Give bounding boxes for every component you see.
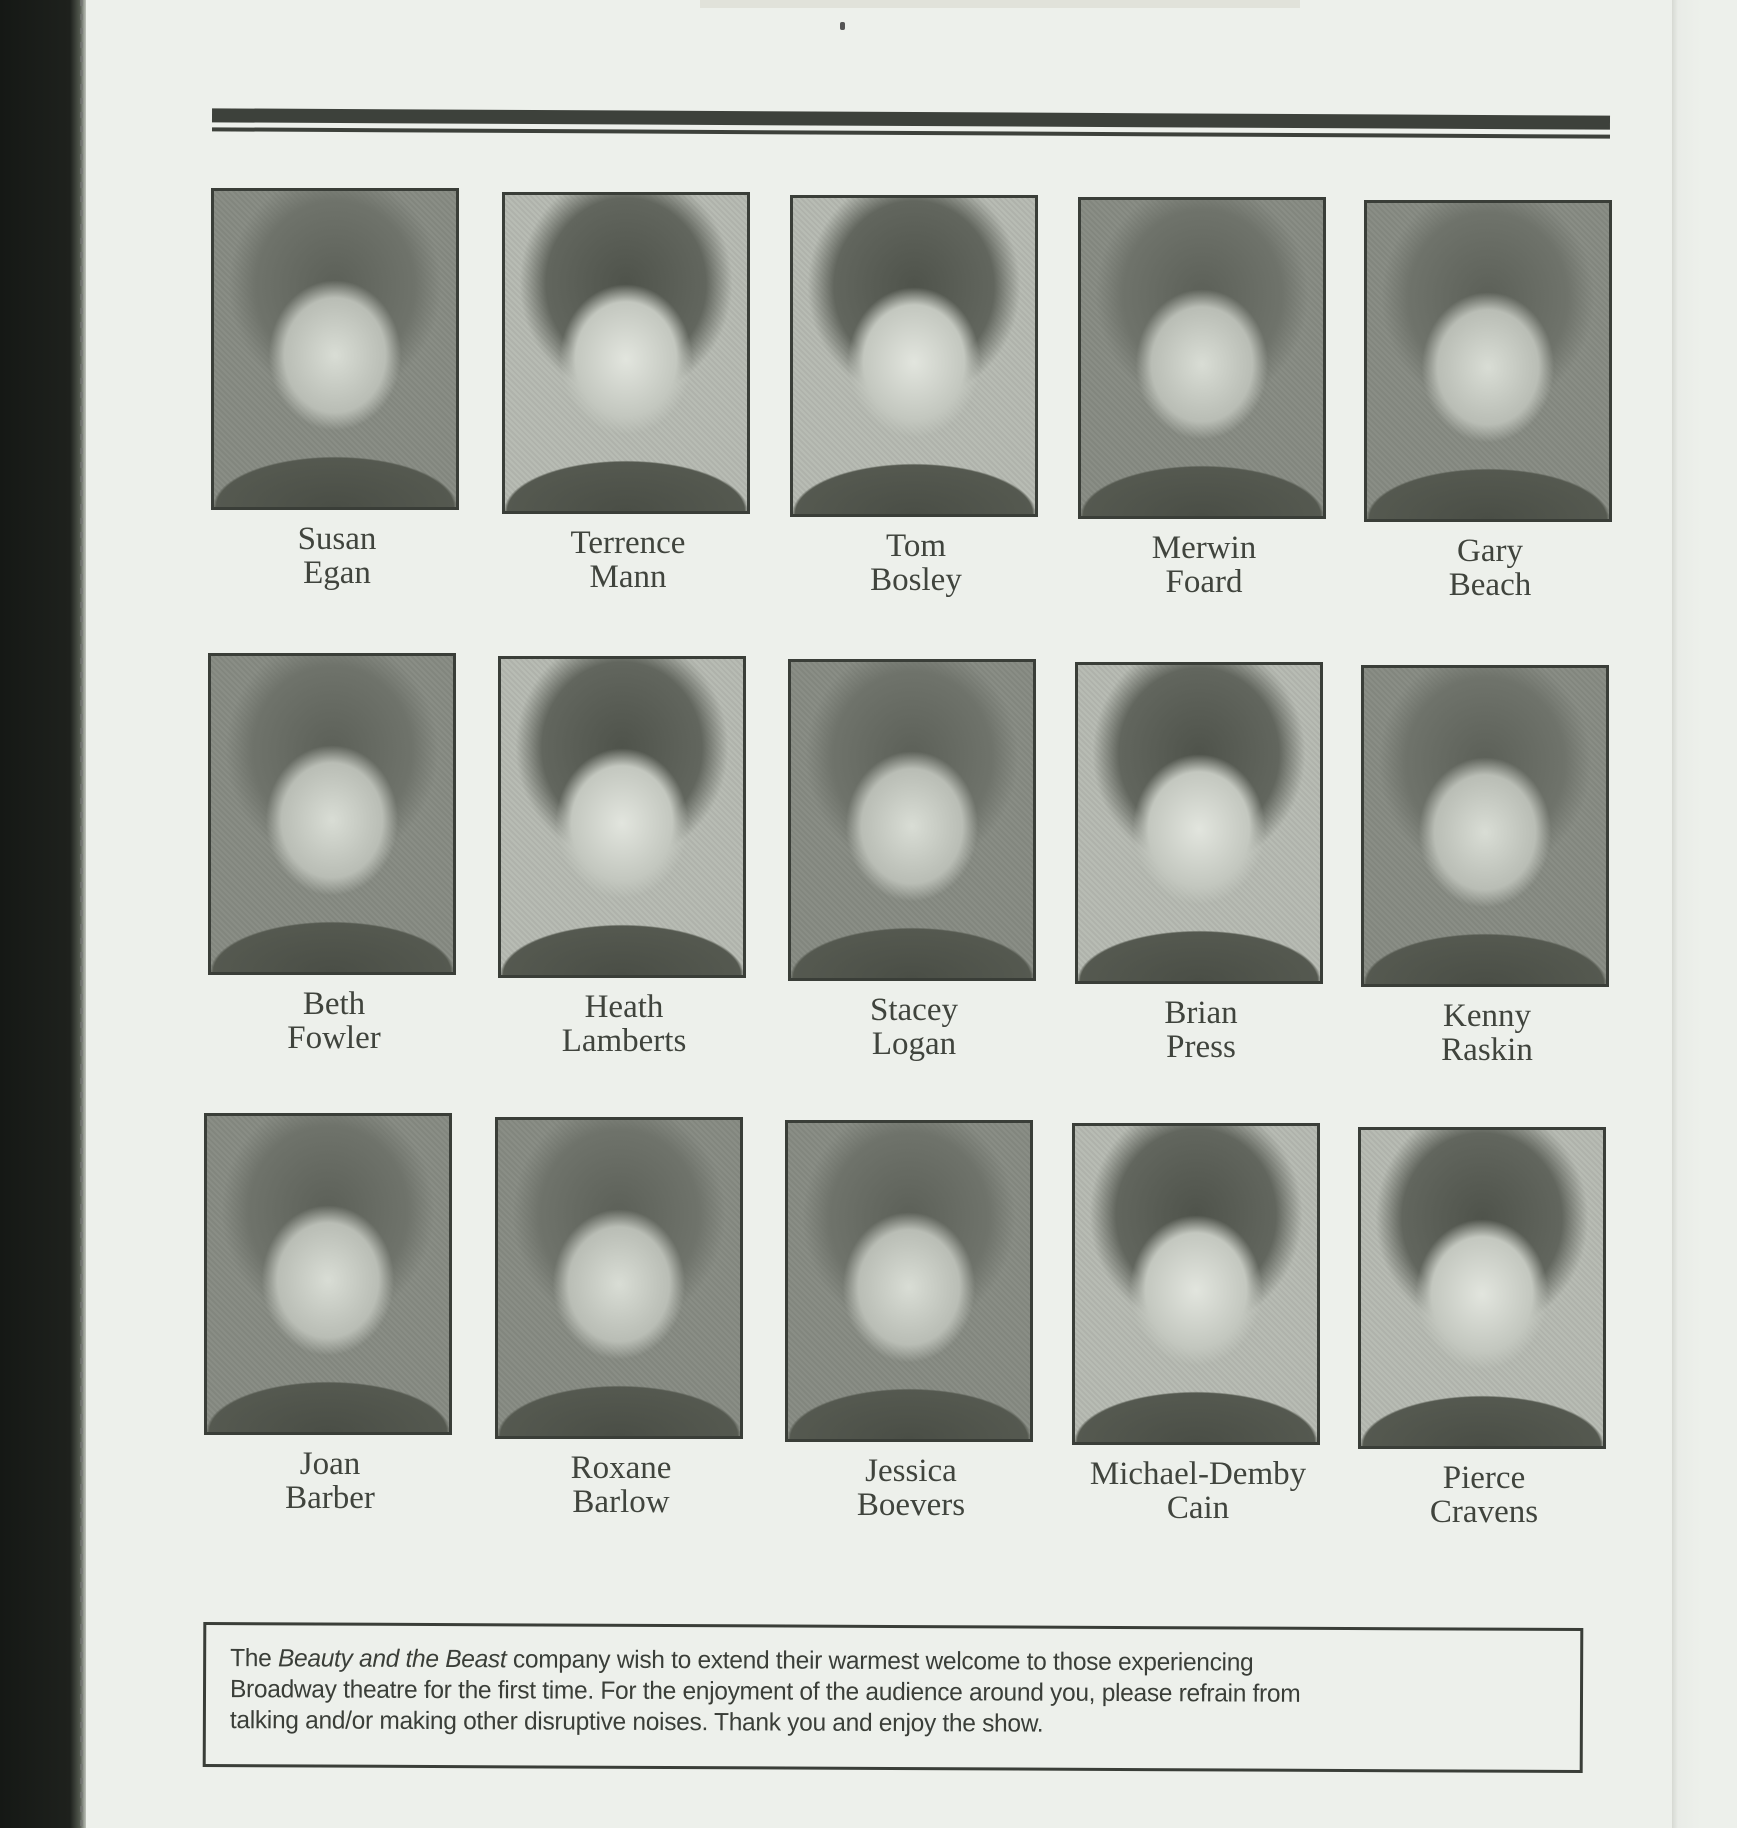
headshot-photo — [1075, 662, 1323, 984]
cast-name: Pierce Cravens — [1429, 1460, 1539, 1530]
cast-member — [1364, 200, 1616, 602]
headshot-photo — [208, 653, 456, 975]
cast-name: Tom Bosley — [870, 528, 962, 598]
cast-name: Michael-Demby Cain — [1089, 1456, 1307, 1526]
cast-member — [790, 195, 1042, 597]
cast-name: Heath Lamberts — [561, 989, 687, 1059]
cast-member — [211, 188, 463, 590]
cast-name: Joan Barber — [285, 1446, 375, 1516]
audience-notice-text: The Beauty and the Beast company wish to extend their warmest welcome to those experiencing Broadway theatre for the first time. For the enjoyment of the audience around you, please refrain from talking and/or making other disruptive noises. Thank you and enjoy the show. — [229, 1644, 1301, 1738]
cast-name: Roxane Barlow — [570, 1450, 672, 1520]
cast-name: Merwin Foard — [1151, 530, 1257, 600]
cast-member — [1072, 1123, 1324, 1525]
cast-member — [1358, 1127, 1610, 1529]
cast-member — [1361, 665, 1613, 1067]
headshot-photo — [495, 1117, 743, 1439]
cast-member — [208, 653, 460, 1055]
headshot-photo — [1364, 200, 1612, 522]
cast-member — [204, 1113, 456, 1515]
cast-member — [1075, 662, 1327, 1064]
headshot-photo — [502, 192, 750, 514]
cast-name: Stacey Logan — [870, 992, 958, 1062]
headshot-photo — [788, 659, 1036, 981]
headshot-photo — [1078, 197, 1326, 519]
cast-member — [1078, 197, 1330, 599]
cast-member — [495, 1117, 747, 1519]
show-title: Beauty and the Beast — [277, 1644, 507, 1674]
headshot-photo — [785, 1120, 1033, 1442]
cast-member — [502, 192, 754, 594]
audience-notice-box — [203, 1622, 1584, 1773]
cast-name: Jessica Boevers — [856, 1453, 966, 1523]
cast-name: Gary Beach — [1448, 533, 1532, 603]
headshot-photo — [498, 656, 746, 978]
cast-name: Brian Press — [1164, 995, 1238, 1065]
cast-member — [785, 1120, 1037, 1522]
cast-member — [788, 659, 1040, 1061]
headshot-photo — [790, 195, 1038, 517]
headshot-photo — [211, 188, 459, 510]
cast-name: Beth Fowler — [287, 986, 381, 1056]
cast-name: Terrence Mann — [570, 525, 686, 595]
cast-name: Susan Egan — [297, 521, 377, 591]
headshot-photo — [1358, 1127, 1606, 1449]
cast-name: Kenny Raskin — [1441, 998, 1533, 1068]
headshot-photo — [1361, 665, 1609, 987]
headshot-photo — [1072, 1123, 1320, 1445]
cast-member — [498, 656, 750, 1058]
headshot-photo — [204, 1113, 452, 1435]
